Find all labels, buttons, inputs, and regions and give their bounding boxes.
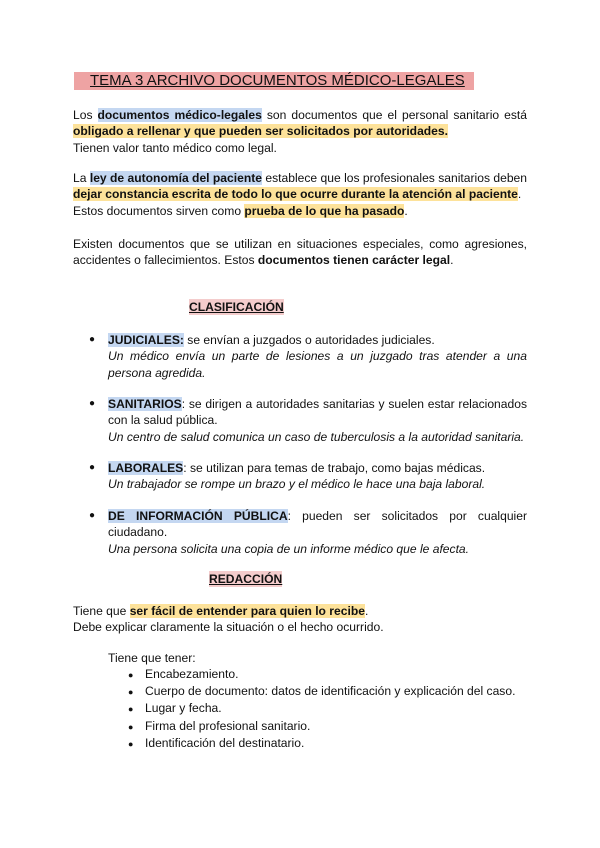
list-item-text: Lugar y fecha. xyxy=(145,701,222,716)
bullet-icon: ● xyxy=(128,704,134,715)
category-example: Una persona solicita una copia de un informe médico que le afecta. xyxy=(108,541,470,556)
category-example: Un centro de salud comunica un caso de tuberculosis a la autoridad sanitaria. xyxy=(108,429,525,444)
bullet-icon: ● xyxy=(89,510,96,521)
category-label: SANITARIOS xyxy=(108,397,182,411)
text: Tienen valor tanto médico como legal. xyxy=(73,140,277,155)
redaccion-paragraph xyxy=(73,603,527,636)
list-item xyxy=(128,666,515,683)
text: Los xyxy=(73,108,98,122)
intro-paragraph-1 xyxy=(73,107,527,156)
category-judiciales xyxy=(108,332,527,381)
list-item xyxy=(128,735,515,752)
section-heading-redaccion: REDACCIÓN xyxy=(209,572,283,586)
list-item-text: Identificación del destinatario. xyxy=(145,735,305,750)
intro-paragraph-3 xyxy=(73,236,527,269)
text: Tiene que xyxy=(73,604,130,618)
list-item-text: Firma del profesional sanitario. xyxy=(145,718,311,733)
bullet-icon: ● xyxy=(89,398,96,409)
text: Existen documentos que se utilizan en situaciones especiales, como agresiones, accidentes o fallecimientos. Estos xyxy=(73,237,527,268)
category-sanitarios xyxy=(108,396,527,445)
bold-phrase: documentos tienen carácter legal xyxy=(257,253,451,268)
text: Debe explicar claramente la situación o el hecho ocurrido. xyxy=(73,620,384,635)
category-informacion-publica xyxy=(108,508,527,557)
bullet-icon: ● xyxy=(89,334,96,345)
requirements-list xyxy=(128,666,515,752)
section-heading-clasificacion: CLASIFICACIÓN xyxy=(189,300,284,314)
bullet-icon: ● xyxy=(128,687,134,698)
text: . xyxy=(364,604,369,618)
category-text: : pueden ser solicitados por cualquier ciudadano. xyxy=(108,509,528,540)
highlight-term: documentos médico-legales xyxy=(97,108,262,122)
category-text: : se dirigen a autoridades sanitarias y suelen estar relacionados con la salud pública. xyxy=(108,397,527,428)
page-title: TEMA 3 ARCHIVO DOCUMENTOS MÉDICO-LEGALES xyxy=(90,72,465,89)
category-laborales xyxy=(108,460,527,493)
text: La xyxy=(73,171,90,185)
list-intro: Tiene que tener: xyxy=(108,651,196,665)
text: establece que los profesionales sanitarios deben xyxy=(261,171,528,185)
category-example: Un trabajador se rompe un brazo y el médico le hace una baja laboral. xyxy=(108,477,486,492)
bullet-icon: ● xyxy=(128,738,134,749)
category-label: DE INFORMACIÓN PÚBLICA xyxy=(108,509,288,523)
list-item xyxy=(128,718,515,735)
text: son documentos que el personal sanitario está xyxy=(261,108,527,122)
list-item-text: Cuerpo de documento: datos de identificación y explicación del caso. xyxy=(145,684,516,699)
text: . xyxy=(450,253,454,268)
category-example: Un médico envía un parte de lesiones a un juzgado tras atender a una persona agredida. xyxy=(108,349,527,380)
bullet-icon: ● xyxy=(89,462,96,473)
category-label: JUDICIALES: xyxy=(108,333,184,347)
highlight-phrase: dejar constancia escrita de todo lo que ocurre durante la atención al paciente xyxy=(73,187,518,202)
category-label: LABORALES xyxy=(108,461,184,475)
highlight-phrase: prueba de lo que ha pasado xyxy=(244,203,405,218)
bullet-icon: ● xyxy=(128,670,134,680)
highlight-phrase: ser fácil de entender para quien lo recibe xyxy=(129,604,365,618)
category-text: : se utilizan para temas de trabajo, como bajas médicas. xyxy=(183,461,486,475)
list-item-text: Encabezamiento. xyxy=(145,667,239,681)
list-item xyxy=(128,700,515,717)
highlight-term: ley de autonomía del paciente xyxy=(89,171,262,185)
category-text: se envían a juzgados o autoridades judiciales. xyxy=(183,333,435,347)
list-item xyxy=(128,683,515,700)
text: . xyxy=(517,187,522,202)
text: Estos documentos sirven como xyxy=(73,203,245,218)
bullet-icon: ● xyxy=(128,721,134,732)
highlight-phrase: obligado a rellenar y que pueden ser solicitados por autoridades. xyxy=(73,124,448,139)
intro-paragraph-2 xyxy=(73,170,527,219)
text: . xyxy=(404,203,408,218)
